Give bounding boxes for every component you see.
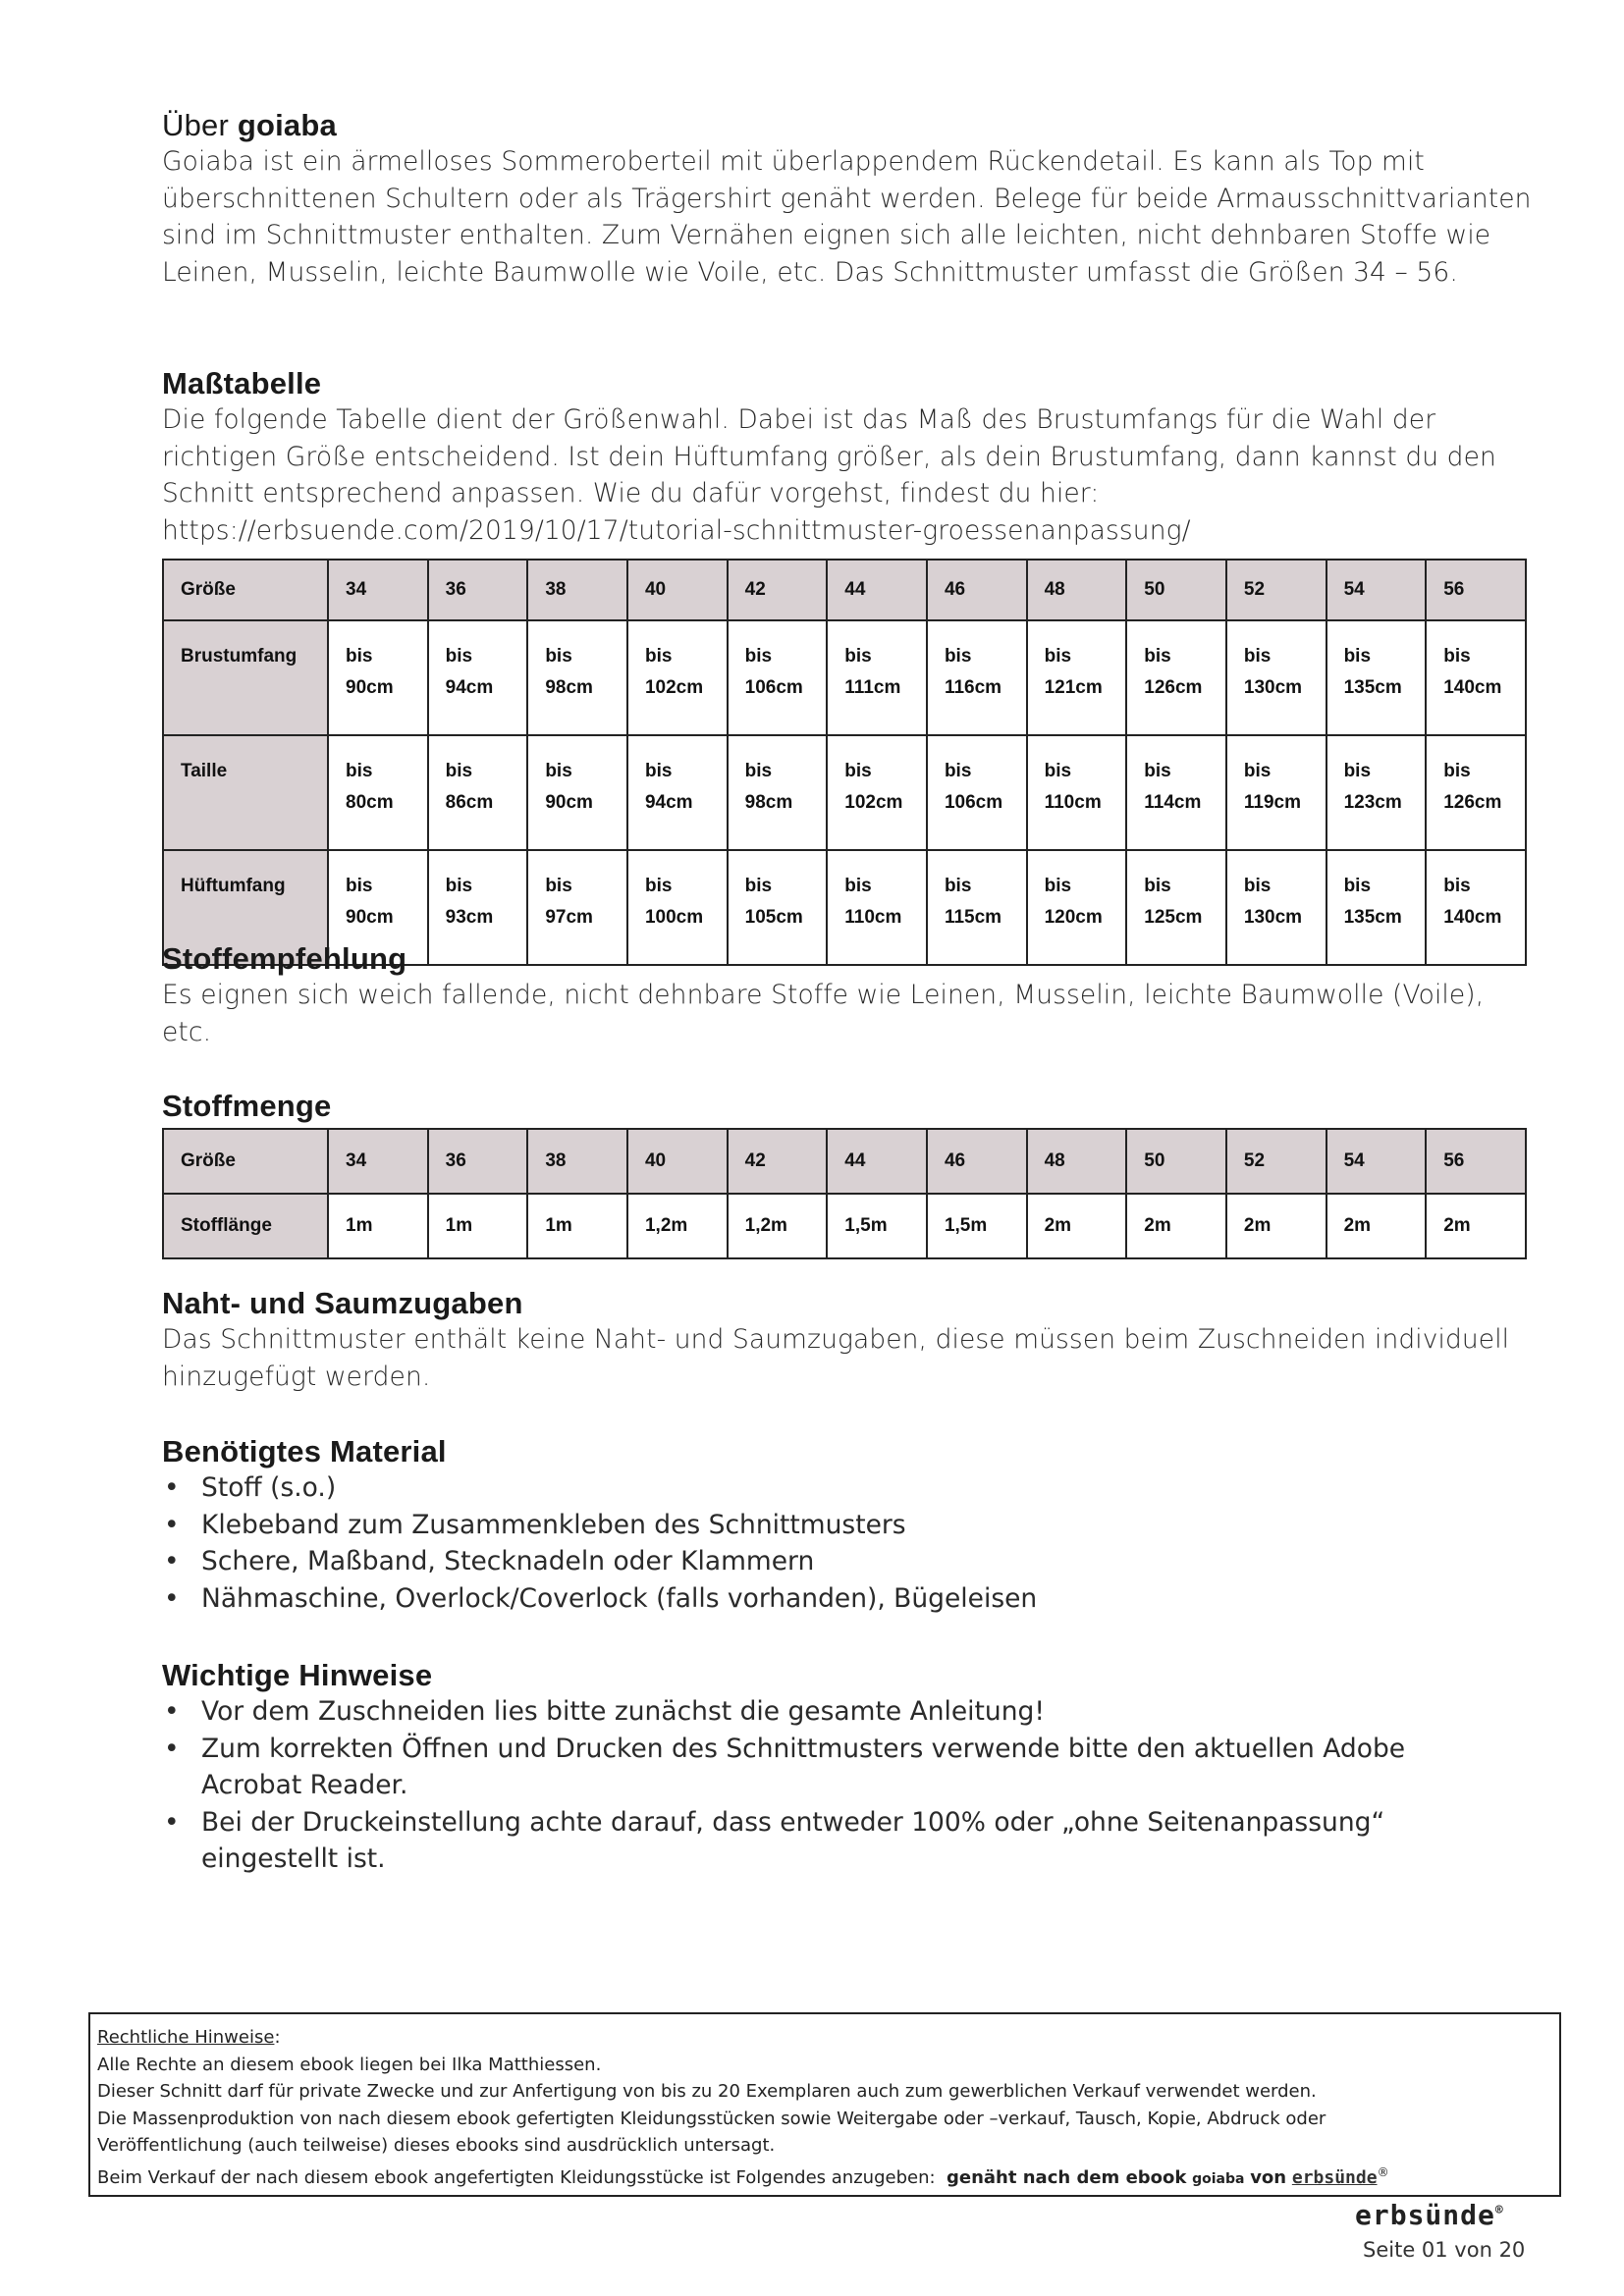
- measurement-cell: bis 97cm: [527, 850, 627, 965]
- measurement-cell: bis 116cm: [927, 620, 1027, 735]
- size-chart-section: [162, 365, 1537, 549]
- size-header-cell: 52: [1226, 560, 1326, 620]
- materials-heading: Benötigtes Material: [162, 1434, 447, 1468]
- fabric-length-cell: 2m: [1426, 1194, 1526, 1258]
- size-header-cell: 54: [1326, 560, 1427, 620]
- measurement-cell: bis 86cm: [428, 735, 528, 850]
- about-heading: Über goiaba: [162, 108, 337, 142]
- measurement-cell: bis 106cm: [927, 735, 1027, 850]
- measurement-cell: bis 94cm: [627, 735, 728, 850]
- fabric-amount-row-label: Stofflänge: [163, 1194, 328, 1258]
- size-header-cell: 46: [927, 1129, 1027, 1194]
- row-label-cell: Hüftumfang: [163, 850, 328, 965]
- measurement-cell: bis 121cm: [1027, 620, 1127, 735]
- legal-credit-line: Beim Verkauf der nach diesem ebook angefertigten Kleidungsstücke ist Folgendes anzugeben: genäht nach dem ebook goiaba von erbsünde®: [97, 2164, 1389, 2188]
- list-item: • Klebeband zum Zusammenkleben des Schnittmusters: [162, 1507, 1537, 1544]
- fabric-length-cell: 2m: [1326, 1194, 1427, 1258]
- fabric-length-cell: 1,2m: [728, 1194, 828, 1258]
- measurement-cell: bis 120cm: [1027, 850, 1127, 965]
- list-item: • Zum korrekten Öffnen und Drucken des Schnittmusters verwende bitte den aktuellen Adobe Acrobat Reader.: [162, 1731, 1438, 1804]
- list-item: • Bei der Druckeinstellung achte darauf, dass entweder 100% oder „ohne Seitenanpassung“ eingestellt ist.: [162, 1804, 1438, 1878]
- size-header-cell: 34: [328, 1129, 428, 1194]
- fabric-amount-table: [162, 1128, 1527, 1259]
- measurement-cell: bis 100cm: [627, 850, 728, 965]
- about-text: Goiaba ist ein ärmelloses Sommeroberteil mit überlappendem Rückendetail. Es kann als Top mit überschnittenen Schultern oder als Trägershirt genäht werden. Belege für beide Armausschnittvarianten sind im Schnittmuster enthalten. Zum Vernähen eignen sich alle leichten, nicht dehnbaren Stoffe wie Leinen, Musselin, leichte Baumwolle wie Voile, etc. Das Schnittmuster umfasst die Größen 34 – 56.: [162, 146, 1532, 288]
- list-item: • Stoff (s.o.): [162, 1469, 1537, 1507]
- row-label-cell: Brustumfang: [163, 620, 328, 735]
- materials-section: [162, 1433, 1537, 1617]
- size-header-cell: 44: [827, 1129, 927, 1194]
- fabric-length-cell: 1m: [328, 1194, 428, 1258]
- measurement-cell: bis 102cm: [827, 735, 927, 850]
- fabric-length-cell: 2m: [1126, 1194, 1226, 1258]
- legal-title: Rechtliche Hinweise:: [97, 2027, 281, 2048]
- legal-line: Die Massenproduktion von nach diesem ebook gefertigten Kleidungsstücken sowie Weitergabe oder –verkauf, Tausch, Kopie, Abdruck oder: [97, 2108, 1326, 2129]
- size-header-cell: 38: [527, 560, 627, 620]
- list-item: • Vor dem Zuschneiden lies bitte zunächst die gesamte Anleitung!: [162, 1693, 1438, 1731]
- table-row: [163, 735, 1526, 850]
- size-chart-heading: Maßtabelle: [162, 366, 322, 400]
- measurement-cell: bis 130cm: [1226, 620, 1326, 735]
- seam-section: [162, 1285, 1537, 1395]
- legal-brand-link[interactable]: erbsünde: [1291, 2166, 1378, 2188]
- measurement-cell: bis 119cm: [1226, 735, 1326, 850]
- fabric-amount-header-row: [163, 1129, 1526, 1194]
- size-header-cell: 36: [428, 1129, 528, 1194]
- footer-brand-logo: erbsünde®: [1355, 2199, 1504, 2231]
- measurement-cell: bis 111cm: [827, 620, 927, 735]
- measurement-cell: bis 130cm: [1226, 850, 1326, 965]
- size-header-cell: 44: [827, 560, 927, 620]
- measurement-cell: bis 115cm: [927, 850, 1027, 965]
- size-header-cell: 50: [1126, 1129, 1226, 1194]
- size-header-cell: 34: [328, 560, 428, 620]
- measurement-cell: bis 90cm: [328, 620, 428, 735]
- fabric-heading: Stoffempfehlung: [162, 941, 407, 976]
- row-label-cell: Taille: [163, 735, 328, 850]
- size-chart-header-row: [163, 560, 1526, 620]
- size-chart-header-label: Größe: [163, 560, 328, 620]
- legal-line: Dieser Schnitt darf für private Zwecke und zur Anfertigung von bis zu 20 Exemplaren auch zum gewerblichen Verkauf verwendet werden.: [97, 2081, 1317, 2102]
- fabric-length-cell: 1m: [428, 1194, 528, 1258]
- measurement-cell: bis 140cm: [1426, 620, 1526, 735]
- measurement-cell: bis 140cm: [1426, 850, 1526, 965]
- size-chart-link[interactable]: https://erbsuende.com/2019/10/17/tutorial-schnittmuster-groessenanpassung/: [162, 514, 1191, 546]
- fabric-length-cell: 1m: [527, 1194, 627, 1258]
- measurement-cell: bis 98cm: [728, 735, 828, 850]
- size-header-cell: 56: [1426, 560, 1526, 620]
- fabric-length-cell: 1,5m: [827, 1194, 927, 1258]
- measurement-cell: bis 110cm: [827, 850, 927, 965]
- seam-text: Das Schnittmuster enthält keine Naht- und Saumzugaben, diese müssen beim Zuschneiden individuell hinzugefügt werden.: [162, 1324, 1510, 1392]
- measurement-cell: bis 80cm: [328, 735, 428, 850]
- table-row: [163, 620, 1526, 735]
- measurement-cell: bis 135cm: [1326, 620, 1427, 735]
- about-section: [162, 107, 1537, 291]
- measurement-cell: bis 90cm: [527, 735, 627, 850]
- fabric-section: [162, 940, 1537, 1050]
- fabric-length-cell: 1,5m: [927, 1194, 1027, 1258]
- fabric-amount-row: [163, 1194, 1526, 1258]
- measurement-cell: bis 102cm: [627, 620, 728, 735]
- size-header-cell: 56: [1426, 1129, 1526, 1194]
- measurement-cell: bis 110cm: [1027, 735, 1127, 850]
- seam-heading: Naht- und Saumzugaben: [162, 1286, 523, 1320]
- measurement-cell: bis 126cm: [1426, 735, 1526, 850]
- notes-heading: Wichtige Hinweise: [162, 1658, 433, 1692]
- size-header-cell: 36: [428, 560, 528, 620]
- size-header-cell: 38: [527, 1129, 627, 1194]
- legal-notice-box: [88, 2012, 1561, 2197]
- measurement-cell: bis 93cm: [428, 850, 528, 965]
- fabric-text: Es eignen sich weich fallende, nicht dehnbare Stoffe wie Leinen, Musselin, leichte Baumwolle (Voile), etc.: [162, 980, 1485, 1047]
- measurement-cell: bis 125cm: [1126, 850, 1226, 965]
- size-header-cell: 48: [1027, 560, 1127, 620]
- measurement-cell: bis 98cm: [527, 620, 627, 735]
- size-header-cell: 50: [1126, 560, 1226, 620]
- size-header-cell: 46: [927, 560, 1027, 620]
- measurement-cell: bis 123cm: [1326, 735, 1427, 850]
- measurement-cell: bis 135cm: [1326, 850, 1427, 965]
- size-header-cell: 40: [627, 560, 728, 620]
- measurement-cell: bis 94cm: [428, 620, 528, 735]
- page-number: Seite 01 von 20: [1363, 2238, 1526, 2262]
- materials-list: [162, 1469, 1537, 1617]
- size-chart-text: Die folgende Tabelle dient der Größenwahl. Dabei ist das Maß des Brustumfangs für die Wahl der richtigen Größe entscheidend. Ist dein Hüftumfang größer, als dein Brustumfang, dann kannst du den Schnitt entsprechend anpassen. Wie du dafür vorgehst, findest du hier:: [162, 404, 1496, 508]
- fabric-length-cell: 1,2m: [627, 1194, 728, 1258]
- size-header-cell: 54: [1326, 1129, 1427, 1194]
- measurement-cell: bis 106cm: [728, 620, 828, 735]
- fabric-amount-header-label: Größe: [163, 1129, 328, 1194]
- list-item: • Schere, Maßband, Stecknadeln oder Klammern: [162, 1543, 1537, 1580]
- measurement-cell: bis 114cm: [1126, 735, 1226, 850]
- size-header-cell: 42: [728, 560, 828, 620]
- list-item: • Nähmaschine, Overlock/Coverlock (falls vorhanden), Bügeleisen: [162, 1580, 1537, 1618]
- legal-line: Veröffentlichung (auch teilweise) dieses ebooks sind ausdrücklich untersagt.: [97, 2135, 776, 2156]
- size-header-cell: 42: [728, 1129, 828, 1194]
- notes-list: [162, 1693, 1438, 1878]
- size-header-cell: 48: [1027, 1129, 1127, 1194]
- fabric-length-cell: 2m: [1027, 1194, 1127, 1258]
- fabric-amount-heading: Stoffmenge: [162, 1089, 332, 1123]
- legal-line: Alle Rechte an diesem ebook liegen bei Ilka Matthiessen.: [97, 2054, 602, 2075]
- size-chart-table: [162, 559, 1527, 966]
- fabric-length-cell: 2m: [1226, 1194, 1326, 1258]
- measurement-cell: bis 126cm: [1126, 620, 1226, 735]
- measurement-cell: bis 105cm: [728, 850, 828, 965]
- size-header-cell: 40: [627, 1129, 728, 1194]
- measurement-cell: bis 90cm: [328, 850, 428, 965]
- fabric-amount-section: [162, 1088, 1537, 1124]
- size-header-cell: 52: [1226, 1129, 1326, 1194]
- notes-section: [162, 1657, 1537, 1878]
